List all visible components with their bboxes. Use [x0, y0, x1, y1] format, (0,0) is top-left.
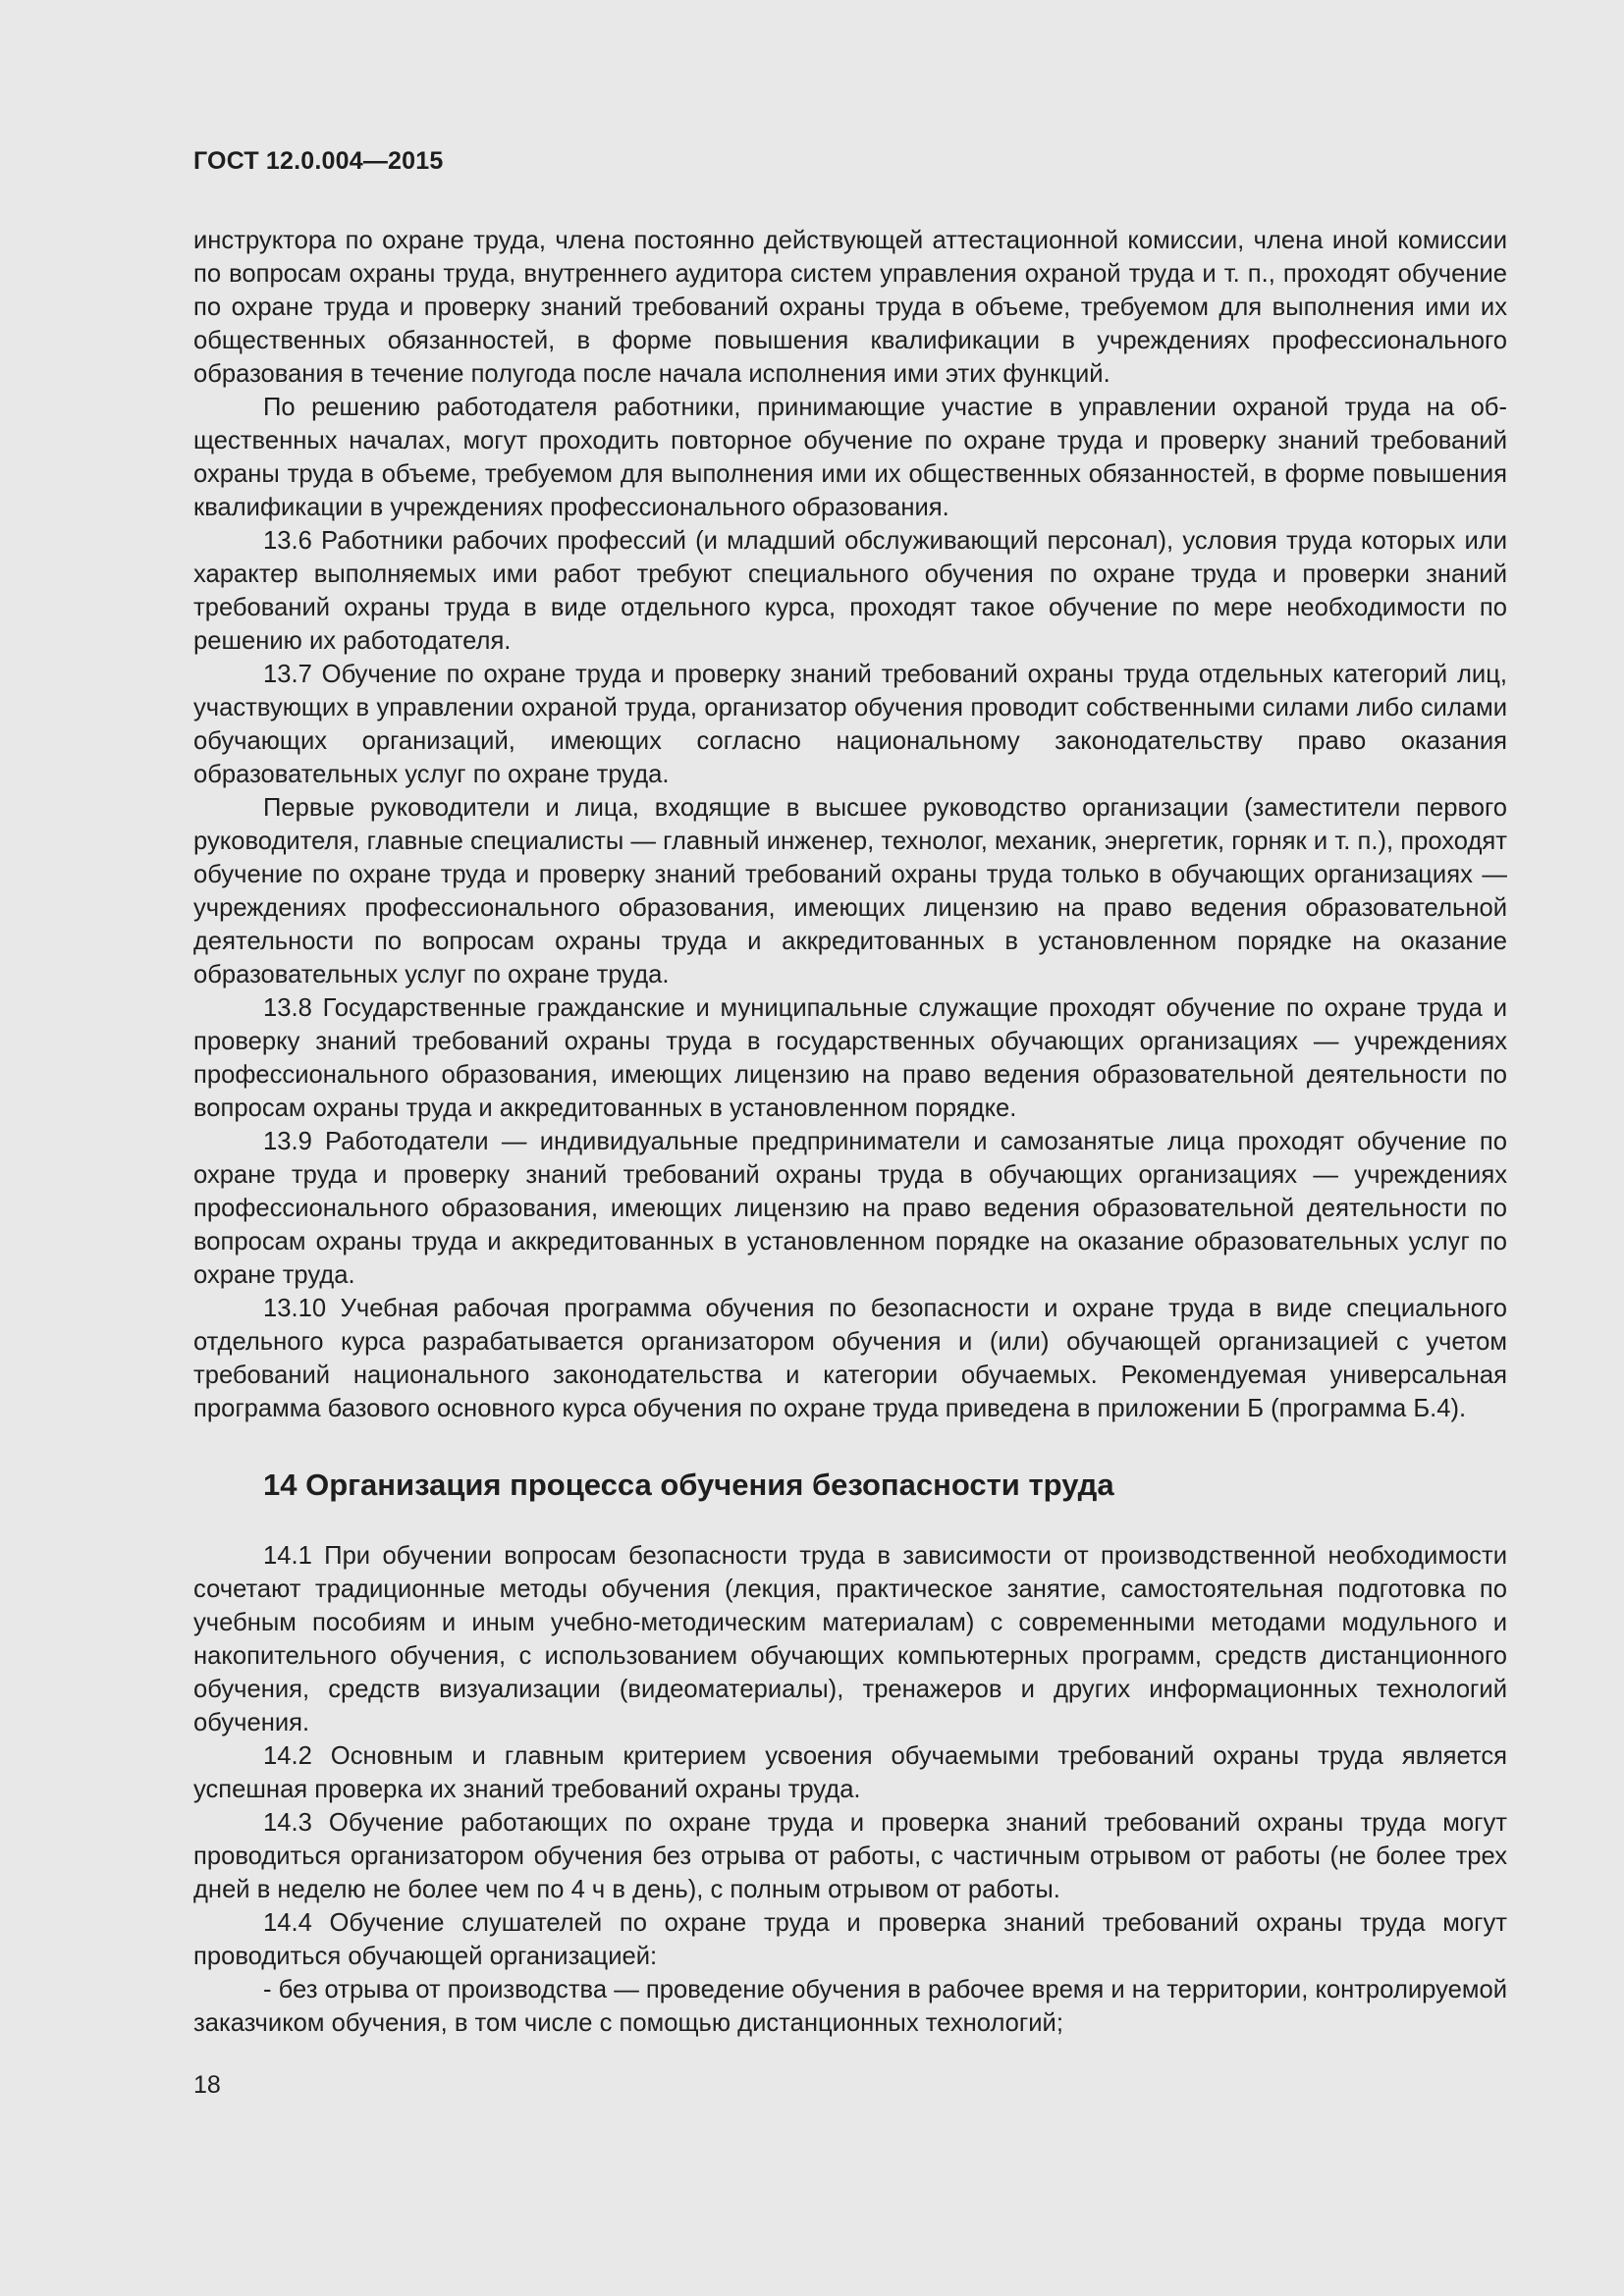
- section-heading: 14 Организация процесса обучения безопасности труда: [263, 1468, 1114, 1502]
- paragraph: По решению работодателя работники, принимающие участие в управлении охраной труда на общественных началах, могут проходить повторное обучение по охране труда и проверку знаний требований охраны труда в объеме, требуемом для выполнения ими их общественных обязанностей, в форме повышения квалификации в учреждениях профессионального образования.: [193, 394, 1507, 521]
- paragraph-14-2: 14.2 Основным и главным критерием усвоения обучаемыми требований охраны труда является успешная проверка их знаний требований охраны труда.: [193, 1742, 1507, 1803]
- paragraph-14-4: 14.4 Обучение слушателей по охране труда и проверка знаний требований охраны труда могут проводиться обучающей организацией:: [193, 1909, 1507, 1970]
- document-code-header: ГОСТ 12.0.004—2015: [193, 147, 444, 175]
- paragraph-14-3: 14.3 Обучение работающих по охране труда и проверка знаний требований охраны труда могут проводиться организатором обучения без отрыва от работы, с частичным отрывом от работы (не более трех дней в неделю не более чем по 4 ч в день), с полным отрывом от работы.: [193, 1809, 1507, 1903]
- paragraph-13-9: 13.9 Работодатели — индивидуальные предприниматели и самозанятые лица проходят обучение по охране труда и проверку знаний требований охраны труда в обучающих организациях — учреждениях профессионального образования, имеющих лицензию на право ведения образовательной деятельности по вопросам охраны труда и аккредитованных в установленном порядке на оказание образовательных услуг по охране труда.: [193, 1128, 1507, 1289]
- paragraph: инструктора по охране труда, члена постоянно действующей аттестационной комиссии, члена иной комиссии по вопросам охраны труда, внутреннего аудитора систем управления охраной труда и т. п., проходят обучение по охране труда и проверку знаний требований охраны труда в объеме, требуемом для выполнения ими их общественных обязанностей, в форме повышения квалификации в учреждениях профессионального образования в течение полугода после начала исполнения ими этих функций.: [193, 227, 1507, 388]
- paragraphs-before-section: [193, 224, 1507, 1425]
- paragraph-13-10: 13.10 Учебная рабочая программа обучения по безопасности и охране труда в виде специального отдельного курса разрабатывается организатором обучения и (или) обучающей организацией с учетом требований национального законодательства и категории обучаемых. Рекомендуемая универсальная программа базового основного курса обучения по охране труда приведена в приложении Б (программа Б.4).: [193, 1295, 1507, 1422]
- paragraphs-after-section: [193, 1539, 1507, 2040]
- page-number: 18: [193, 2071, 221, 2099]
- paragraph: Первые руководители и лица, входящие в высшее руководство организации (заместители первого руководителя, главные специалисты — главный инженер, технолог, механик, энергетик, горняк и т. п.), проходят обучение по охране труда и проверку знаний требований охраны труда только в обучающих организациях — учреждениях профессионального образования, имеющих лицензию на право ведения образовательной деятельности по вопросам охраны труда и аккредитованных в установленном порядке на оказание образовательных услуг по охране труда.: [193, 794, 1507, 988]
- paragraph-13-8: 13.8 Государственные гражданские и муниципальные служащие проходят обучение по охране труда и проверку знаний требований охраны труда в государственных обучающих организациях — учреждениях профессионального образования, имеющих лицензию на право ведения образовательной деятельности по вопросам охраны труда и аккредитованных в установленном порядке.: [193, 994, 1507, 1122]
- paragraph-13-7: 13.7 Обучение по охране труда и проверку знаний требований охраны труда отдельных категорий лиц, участвующих в управлении охраной труда, организатор обучения проводит собственными силами либо силами обучающих организаций, имеющих согласно национальному законодательству право оказания образовательных услуг по охране труда.: [193, 661, 1507, 788]
- list-item: - без отрыва от производства — проведение обучения в рабочее время и на территории, контролируемой заказчиком обучения, в том числе с помощью дистанционных технологий;: [193, 1976, 1507, 2037]
- paragraph-14-1: 14.1 При обучении вопросам безопасности труда в зависимости от производственной необходимости сочетают традиционные методы обучения (лекция, практическое занятие, самостоятельная подготовка по учебным пособиям и иным учебно-методическим материалам) с современными методами модульного и накопительного обучения, с использованием обучающих компьютерных программ, средств дистанционного обучения, средств визуализации (видеоматериалы), тренажеров и других информационных технологий обучения.: [193, 1542, 1507, 1736]
- paragraph-13-6: 13.6 Работники рабочих профессий (и младший обслуживающий персонал), условия труда которых или характер выполняемых ими работ требуют специального обучения по охране труда и проверки знаний требований охраны труда в виде отдельного курса, проходят такое обучение по мере необходимости по решению их работодателя.: [193, 527, 1507, 655]
- page-content: [193, 224, 1507, 2040]
